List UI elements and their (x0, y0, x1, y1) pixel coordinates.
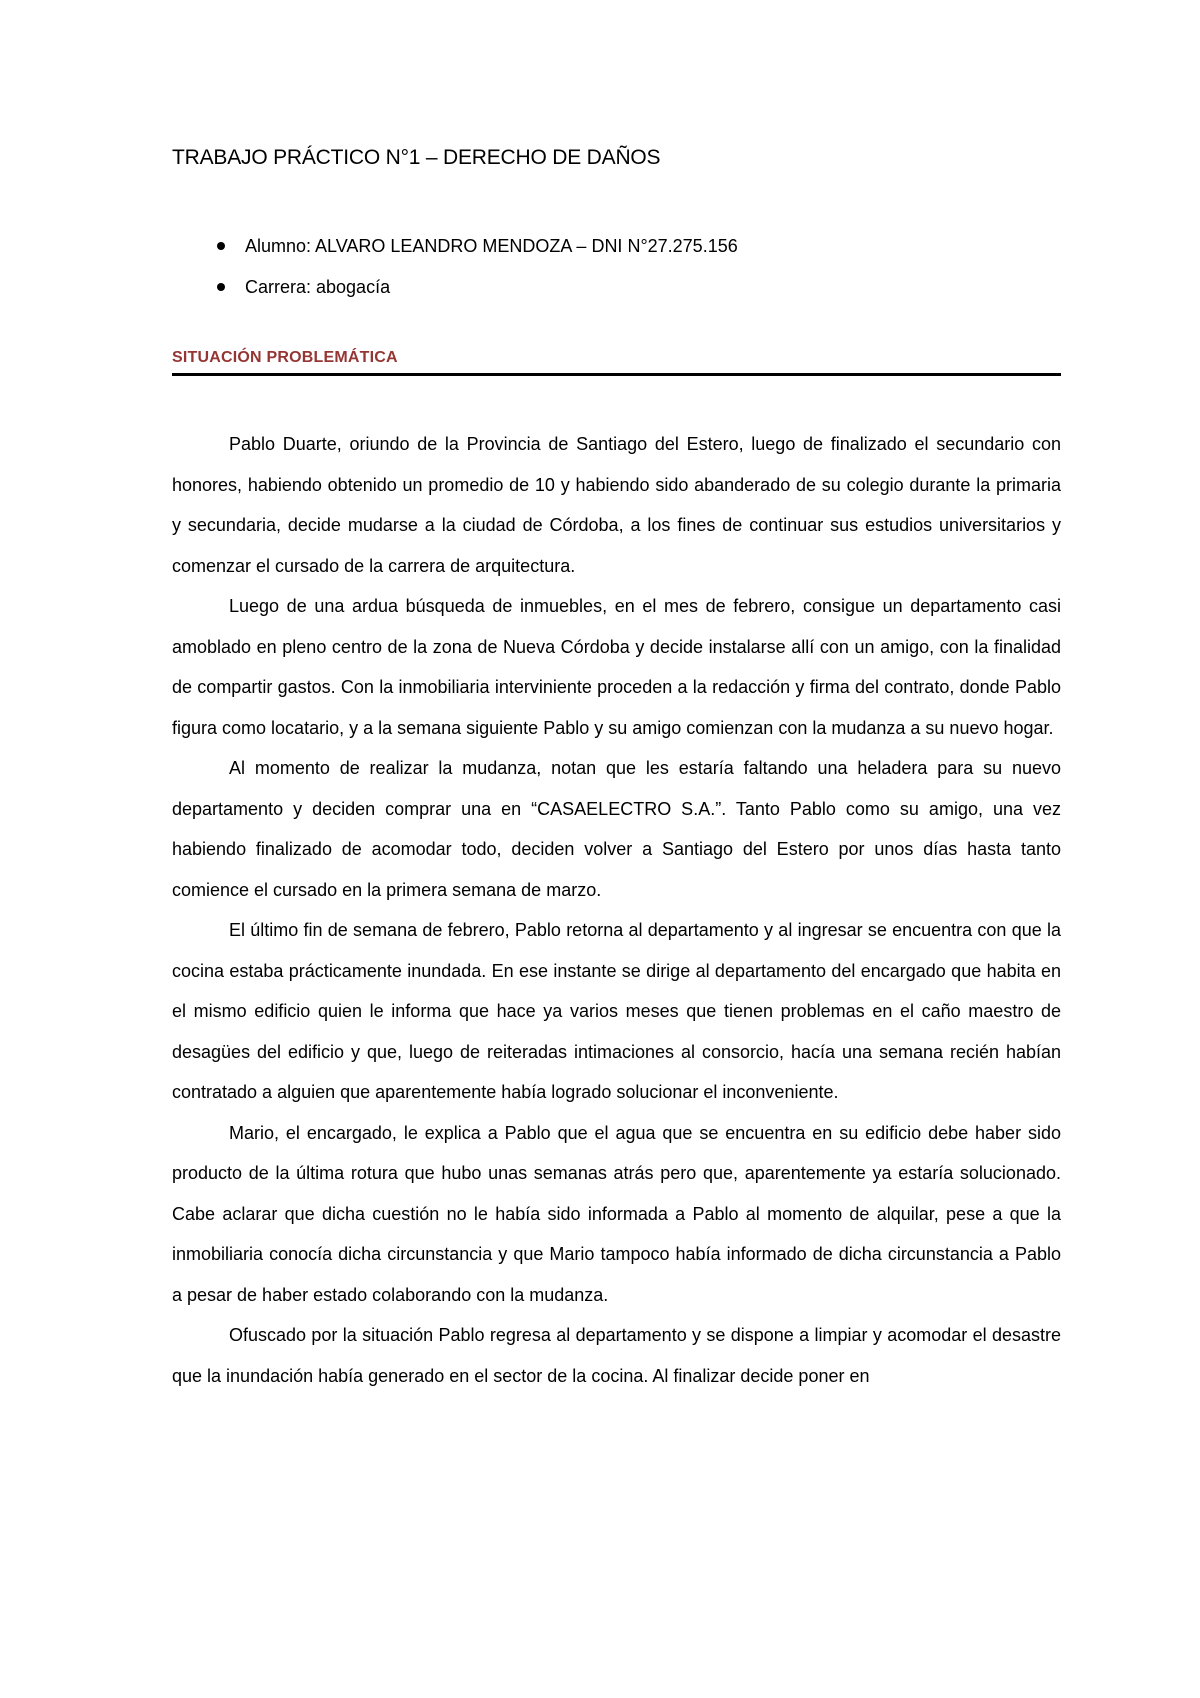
student-info-list (172, 226, 1061, 308)
paragraph: El último fin de semana de febrero, Pablo retorna al departamento y al ingresar se encuentra con que la cocina estaba prácticamente inundada. En ese instante se dirige al departamento del encargado que habita en el mismo edificio quien le informa que hace ya varios meses que tienen problemas en el caño maestro de desagües del edificio y que, luego de reiteradas intimaciones al consorcio, hacía una semana recién habían contratado a alguien que aparentemente había logrado solucionar el inconveniente. (172, 920, 1061, 1102)
student-info-item (172, 226, 1061, 267)
student-info-item (172, 267, 1061, 308)
paragraph: Mario, el encargado, le explica a Pablo que el agua que se encuentra en su edificio debe haber sido producto de la última rotura que hubo unas semanas atrás pero que, aparentemente ya estaría solucionado. Cabe aclarar que dicha cuestión no le había sido informada a Pablo al momento de alquilar, pese a que la inmobiliaria conocía dicha circunstancia y que Mario tampoco había informado de dicha circunstancia a Pablo a pesar de haber estado colaborando con la mudanza. (172, 1122, 1061, 1305)
paragraph: Pablo Duarte, oriundo de la Provincia de Santiago del Estero, luego de finalizado el secundario con honores, habiendo obtenido un promedio de 10 y habiendo sido abanderado de su colegio durante la primaria y secundaria, decide mudarse a la ciudad de Córdoba, a los fines de continuar sus estudios universitarios y comenzar el cursado de la carrera de arquitectura. (172, 434, 1061, 576)
bullet-icon (217, 283, 225, 291)
body-text (172, 424, 1061, 1396)
document-content (172, 140, 1061, 1396)
paragraph: Al momento de realizar la mudanza, notan que les estaría faltando una heladera para su nuevo departamento y deciden comprar una en “CASAELECTRO S.A.”. Tanto Pablo como su amigo, una vez habiendo finalizado de acomodar todo, deciden volver a Santiago del Estero por unos días hasta tanto comience el cursado en la primera semana de marzo. (172, 758, 1061, 900)
document-title: TRABAJO PRÁCTICO N°1 – DERECHO DE DAÑOS (172, 146, 661, 169)
bullet-icon (217, 242, 225, 250)
paragraph: Luego de una ardua búsqueda de inmuebles, en el mes de febrero, consigue un departamento casi amoblado en pleno centro de la zona de Nueva Córdoba y decide instalarse allí con un amigo, con la finalidad de compartir gastos. Con la inmobiliaria interviniente proceden a la redacción y firma del contrato, donde Pablo figura como locatario, y a la semana siguiente Pablo y su amigo comienzan con la mudanza a su nuevo hogar. (172, 596, 1061, 738)
student-name: Alumno: ALVARO LEANDRO MENDOZA – DNI N°27.275.156 (245, 236, 738, 256)
student-career: Carrera: abogacía (245, 277, 391, 297)
section-heading: SITUACIÓN PROBLEMÁTICA (172, 343, 1061, 376)
paragraph: Ofuscado por la situación Pablo regresa al departamento y se dispone a limpiar y acomodar el desastre que la inundación había generado en el sector de la cocina. Al finalizar decide poner en (172, 1325, 1061, 1386)
